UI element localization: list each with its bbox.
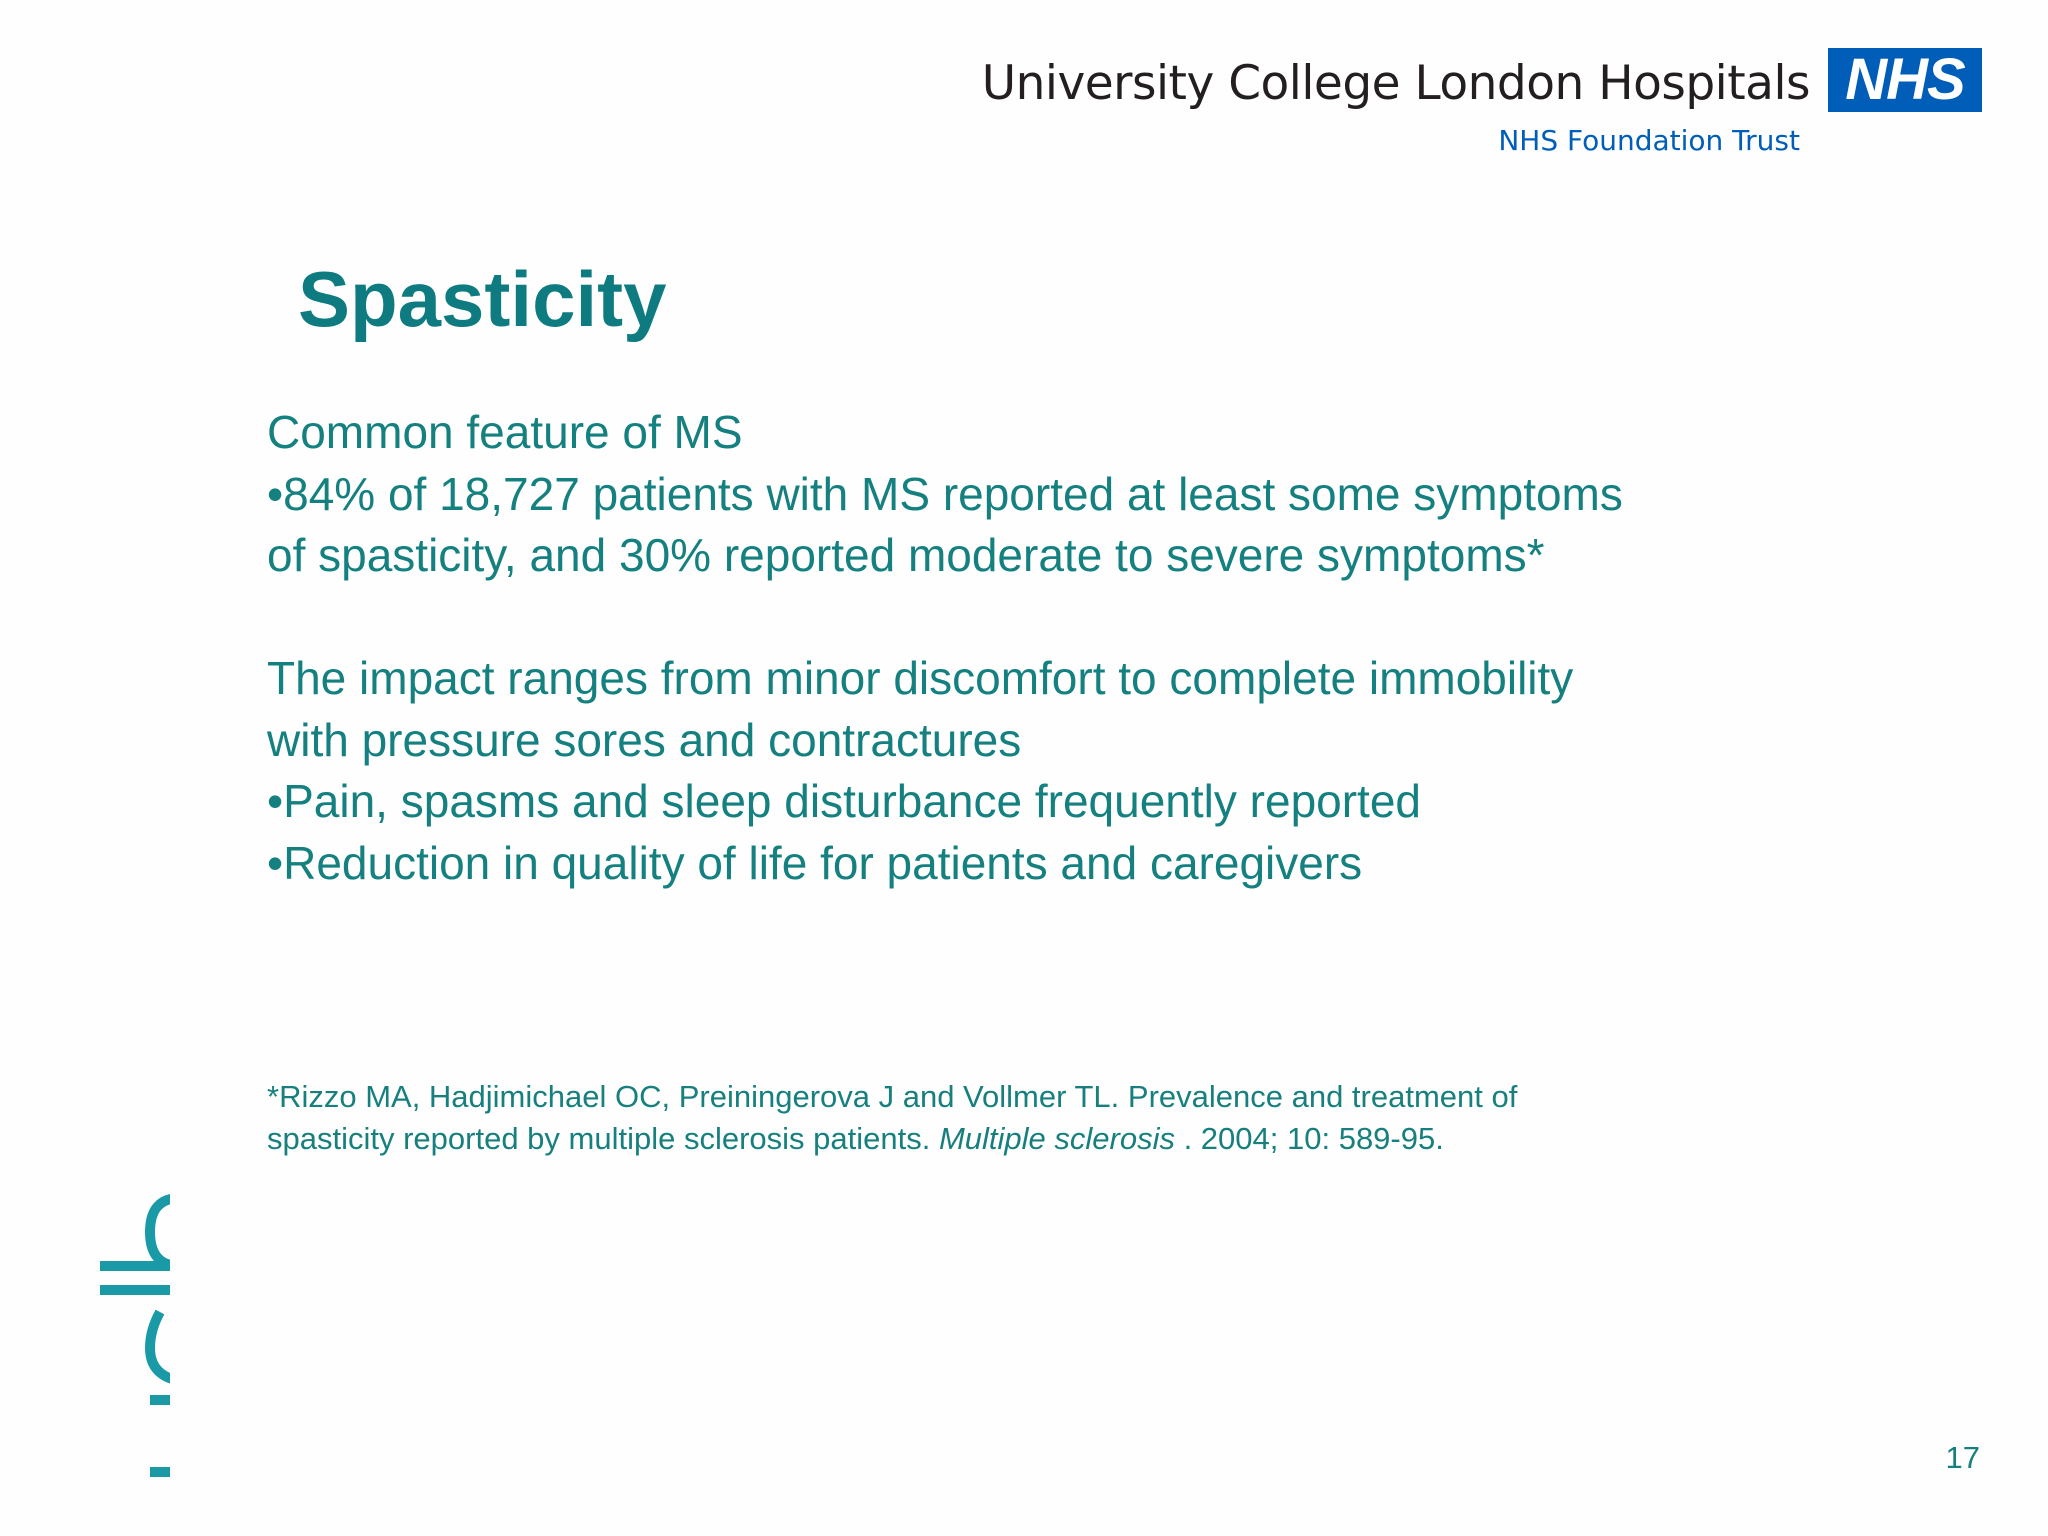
body-line: •Reduction in quality of life for patients and caregivers xyxy=(267,836,1363,889)
uclh-logo xyxy=(0,1180,170,1490)
paragraph-gap xyxy=(267,587,1827,649)
journal-name: Multiple sclerosis xyxy=(938,1121,1175,1156)
reference-citation xyxy=(267,1076,1767,1160)
body-line: Common feature of MS xyxy=(267,406,743,458)
reference-details: . 2004; 10: 589-95. xyxy=(1174,1121,1444,1156)
body-line: •Pain, spasms and sleep disturbance frequently reported xyxy=(267,775,1421,827)
body-line: •84% of 18,727 patients with MS reported at least some symptoms xyxy=(267,467,1623,520)
body-line: The impact ranges from minor discomfort to complete immobility xyxy=(267,652,1574,704)
slide-body xyxy=(267,402,1827,894)
trust-name: NHS Foundation Trust xyxy=(1498,124,1800,157)
organisation-name: University College London Hospitals xyxy=(981,56,1810,111)
body-line: of spasticity, and 30% reported moderate to severe symptoms* xyxy=(267,529,1545,581)
slide-title: Spasticity xyxy=(298,255,667,343)
page-number: 17 xyxy=(1945,1440,1980,1475)
nhs-logo: NHS xyxy=(1828,48,1982,112)
body-line: with pressure sores and contractures xyxy=(267,713,1022,766)
reference-text: spasticity reported by multiple sclerosis patients. xyxy=(267,1121,939,1156)
reference-line-1: *Rizzo MA, Hadjimichael OC, Preiningerova J and Vollmer TL. Prevalence and treatment of xyxy=(267,1079,1518,1114)
reference-line-2 xyxy=(267,1118,1767,1160)
